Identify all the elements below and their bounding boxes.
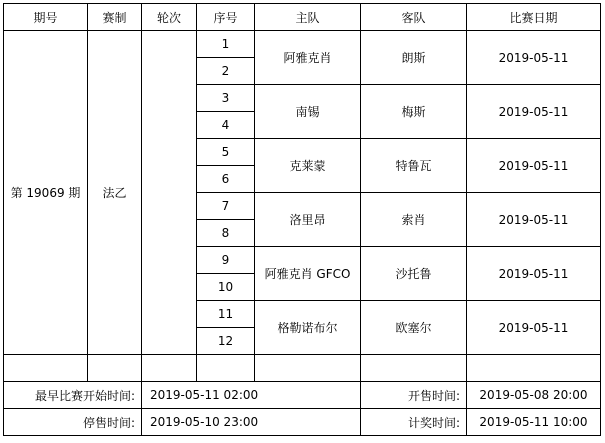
away-team-cell: 沙托鲁 — [361, 247, 467, 301]
spacer-cell — [361, 355, 467, 382]
issue-cell: 第 19069 期 — [4, 31, 88, 355]
home-team-cell: 格勒诺布尔 — [255, 301, 361, 355]
spacer-cell — [467, 355, 601, 382]
spacer-cell — [4, 355, 88, 382]
match-date-cell: 2019-05-11 — [467, 193, 601, 247]
seq-cell: 6 — [197, 166, 255, 193]
away-team-cell: 欧塞尔 — [361, 301, 467, 355]
sale-open-label: 开售时间: — [361, 382, 467, 409]
seq-cell: 7 — [197, 193, 255, 220]
seq-cell: 8 — [197, 220, 255, 247]
match-date-cell: 2019-05-11 — [467, 139, 601, 193]
prize-calc-label: 计奖时间: — [361, 409, 467, 436]
seq-cell: 12 — [197, 328, 255, 355]
spacer-cell — [142, 355, 197, 382]
seq-cell: 3 — [197, 85, 255, 112]
seq-cell: 10 — [197, 274, 255, 301]
info-row-earliest — [4, 382, 601, 409]
match-date-cell: 2019-05-11 — [467, 247, 601, 301]
round-cell — [142, 31, 197, 355]
competition-cell: 法乙 — [88, 31, 142, 355]
seq-cell: 5 — [197, 139, 255, 166]
spacer-cell — [255, 355, 361, 382]
home-team-cell: 克莱蒙 — [255, 139, 361, 193]
seq-cell: 11 — [197, 301, 255, 328]
header-seq: 序号 — [197, 4, 255, 31]
away-team-cell: 索肖 — [361, 193, 467, 247]
match-date-cell: 2019-05-11 — [467, 31, 601, 85]
seq-cell: 1 — [197, 31, 255, 58]
home-team-cell: 阿雅克肖 GFCO — [255, 247, 361, 301]
prize-calc-value: 2019-05-11 10:00 — [467, 409, 601, 436]
schedule-table — [3, 3, 601, 436]
match-date-cell: 2019-05-11 — [467, 301, 601, 355]
seq-cell: 9 — [197, 247, 255, 274]
seq-cell: 4 — [197, 112, 255, 139]
header-competition: 赛制 — [88, 4, 142, 31]
spacer-cell — [88, 355, 142, 382]
header-row — [4, 4, 601, 31]
spacer-cell — [197, 355, 255, 382]
header-home: 主队 — [255, 4, 361, 31]
info-row-stop — [4, 409, 601, 436]
home-team-cell: 洛里昂 — [255, 193, 361, 247]
away-team-cell: 特鲁瓦 — [361, 139, 467, 193]
spacer-row — [4, 355, 601, 382]
home-team-cell: 阿雅克肖 — [255, 31, 361, 85]
earliest-start-label: 最早比赛开始时间: — [4, 382, 142, 409]
header-issue: 期号 — [4, 4, 88, 31]
earliest-start-value: 2019-05-11 02:00 — [142, 382, 361, 409]
sale-stop-label: 停售时间: — [4, 409, 142, 436]
table-row — [4, 31, 601, 58]
match-date-cell: 2019-05-11 — [467, 85, 601, 139]
sale-open-value: 2019-05-08 20:00 — [467, 382, 601, 409]
seq-cell: 2 — [197, 58, 255, 85]
header-away: 客队 — [361, 4, 467, 31]
sale-stop-value: 2019-05-10 23:00 — [142, 409, 361, 436]
header-round: 轮次 — [142, 4, 197, 31]
away-team-cell: 朗斯 — [361, 31, 467, 85]
home-team-cell: 南锡 — [255, 85, 361, 139]
header-date: 比赛日期 — [467, 4, 601, 31]
away-team-cell: 梅斯 — [361, 85, 467, 139]
